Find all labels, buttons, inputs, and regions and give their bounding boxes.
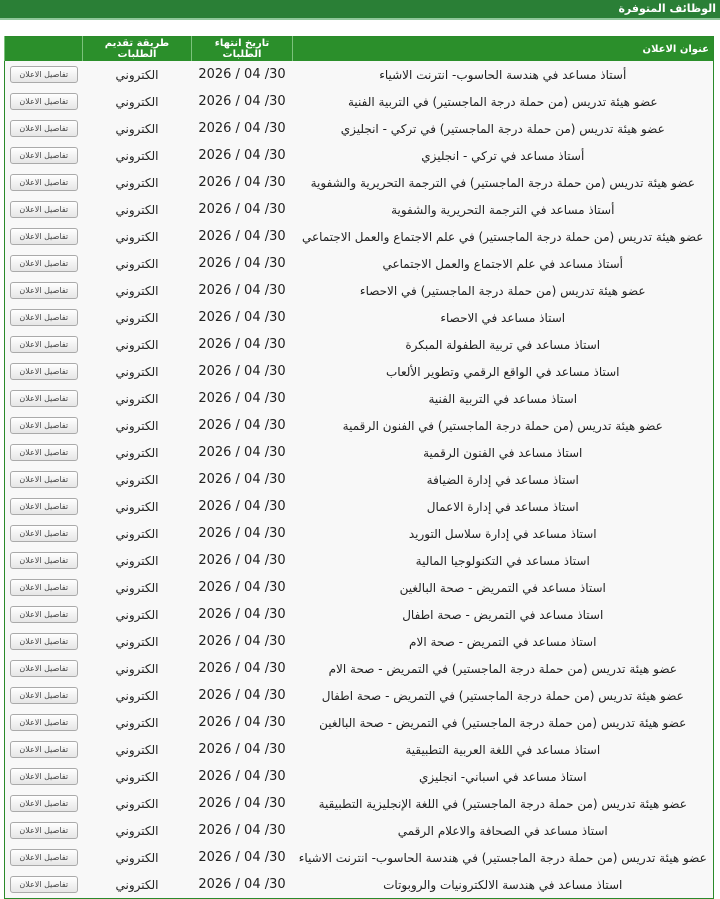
deadline: 2026 / 04 /30 [198, 256, 286, 271]
actions-cell [5, 88, 83, 115]
application-method: الكتروني [115, 553, 159, 568]
details-button[interactable]: تفاصيل الاعلان [10, 444, 78, 461]
actions-cell [5, 628, 83, 655]
application-method: الكتروني [115, 661, 159, 676]
details-button[interactable]: تفاصيل الاعلان [10, 552, 78, 569]
deadline: 2026 / 04 /30 [198, 229, 286, 244]
details-button[interactable]: تفاصيل الاعلان [10, 768, 78, 785]
job-title: استاذ مساعد في التربية الفنية [428, 391, 578, 406]
application-method: الكتروني [115, 499, 159, 514]
deadline: 2026 / 04 /30 [198, 580, 286, 595]
details-button[interactable]: تفاصيل الاعلان [10, 660, 78, 677]
table-row [5, 736, 714, 763]
details-button[interactable]: تفاصيل الاعلان [10, 66, 78, 83]
table-row [5, 250, 714, 277]
application-method: الكتروني [115, 715, 159, 730]
table-row [5, 709, 714, 736]
details-button[interactable]: تفاصيل الاعلان [10, 309, 78, 326]
column-deadline: تاريخ انتهاء الطلبات [192, 37, 293, 62]
actions-cell [5, 790, 83, 817]
actions-cell [5, 358, 83, 385]
deadline: 2026 / 04 /30 [198, 364, 286, 379]
details-button[interactable]: تفاصيل الاعلان [10, 606, 78, 623]
application-method: الكتروني [115, 121, 159, 136]
application-method: الكتروني [115, 823, 159, 838]
deadline: 2026 / 04 /30 [198, 742, 286, 757]
deadline: 2026 / 04 /30 [198, 769, 286, 784]
actions-cell [5, 331, 83, 358]
actions-cell [5, 601, 83, 628]
table-row [5, 61, 714, 88]
table-row [5, 520, 714, 547]
job-title: استاذ مساعد في الاحصاء [440, 310, 566, 325]
actions-cell [5, 196, 83, 223]
job-title: أستاذ مساعد في تركي - انجليزي [421, 148, 585, 163]
details-button[interactable]: تفاصيل الاعلان [10, 876, 78, 893]
job-title: استاذ مساعد في التكنولوجيا المالية [415, 553, 590, 568]
table-row [5, 628, 714, 655]
application-method: الكتروني [115, 634, 159, 649]
actions-cell [5, 817, 83, 844]
deadline: 2026 / 04 /30 [198, 553, 286, 568]
job-title: استاذ مساعد في اللغة العربية التطبيقية [405, 742, 601, 757]
job-title: عضو هيئة تدريس (من حملة درجة الماجستير) في التربية الفنية [347, 94, 658, 109]
table-row [5, 223, 714, 250]
deadline: 2026 / 04 /30 [198, 175, 286, 190]
actions-cell [5, 763, 83, 790]
deadline: 2026 / 04 /30 [198, 661, 286, 676]
table-row [5, 844, 714, 871]
details-button[interactable]: تفاصيل الاعلان [10, 282, 78, 299]
actions-cell [5, 547, 83, 574]
deadline: 2026 / 04 /30 [198, 472, 286, 487]
actions-cell [5, 412, 83, 439]
table-row [5, 601, 714, 628]
actions-cell [5, 439, 83, 466]
application-method: الكتروني [115, 202, 159, 217]
jobs-table [4, 36, 714, 899]
deadline: 2026 / 04 /30 [198, 796, 286, 811]
details-button[interactable]: تفاصيل الاعلان [10, 174, 78, 191]
column-actions [5, 37, 83, 62]
application-method: الكتروني [115, 148, 159, 163]
table-row [5, 466, 714, 493]
table-row [5, 574, 714, 601]
details-button[interactable]: تفاصيل الاعلان [10, 741, 78, 758]
details-button[interactable]: تفاصيل الاعلان [10, 498, 78, 515]
actions-cell [5, 385, 83, 412]
column-title: عنوان الاعلان [293, 37, 714, 62]
details-button[interactable]: تفاصيل الاعلان [10, 228, 78, 245]
details-button[interactable]: تفاصيل الاعلان [10, 363, 78, 380]
job-title: استاذ مساعد في الفنون الرقمية [423, 445, 583, 460]
job-title: عضو هيئة تدريس (من حملة درجة الماجستير) في الاحصاء [359, 283, 646, 298]
job-title: استاذ مساعد في التمريض - صحة البالغين [399, 580, 606, 595]
application-method: الكتروني [115, 607, 159, 622]
table-row [5, 790, 714, 817]
table-row [5, 682, 714, 709]
table-row [5, 196, 714, 223]
deadline: 2026 / 04 /30 [198, 67, 286, 82]
job-title: عضو هيئة تدريس (من حملة درجة الماجستير) في اللغة الإنجليزية التطبيقية [318, 796, 687, 811]
job-title: استاذ مساعد في إدارة الضيافة [426, 472, 579, 487]
actions-cell [5, 250, 83, 277]
deadline: 2026 / 04 /30 [198, 715, 286, 730]
actions-cell [5, 277, 83, 304]
actions-cell [5, 574, 83, 601]
deadline: 2026 / 04 /30 [198, 688, 286, 703]
job-title: عضو هيئة تدريس (من حملة درجة الماجستير) في التمريض - صحة الام [328, 661, 677, 676]
actions-cell [5, 493, 83, 520]
deadline: 2026 / 04 /30 [198, 418, 286, 433]
details-button[interactable]: تفاصيل الاعلان [10, 417, 78, 434]
deadline: 2026 / 04 /30 [198, 94, 286, 109]
table-row [5, 439, 714, 466]
application-method: الكتروني [115, 310, 159, 325]
details-button[interactable]: تفاصيل الاعلان [10, 93, 78, 110]
application-method: الكتروني [115, 94, 159, 109]
deadline: 2026 / 04 /30 [198, 445, 286, 460]
job-title: عضو هيئة تدريس (من حملة درجة الماجستير) في الفنون الرقمية [342, 418, 663, 433]
application-method: الكتروني [115, 337, 159, 352]
column-method: طريقة تقديم الطلبات [83, 37, 192, 62]
deadline: 2026 / 04 /30 [198, 391, 286, 406]
table-header [5, 37, 714, 62]
table-row [5, 817, 714, 844]
job-title: أستاذ مساعد في علم الاجتماع والعمل الاجتماعي [382, 256, 624, 271]
details-button[interactable]: تفاصيل الاعلان [10, 201, 78, 218]
details-button[interactable]: تفاصيل الاعلان [10, 120, 78, 137]
table-row [5, 358, 714, 385]
application-method: الكتروني [115, 472, 159, 487]
job-title: استاذ مساعد في تربية الطفولة المبكرة [405, 337, 601, 352]
actions-cell [5, 142, 83, 169]
actions-cell [5, 682, 83, 709]
application-method: الكتروني [115, 688, 159, 703]
application-method: الكتروني [115, 256, 159, 271]
job-title: استاذ مساعد في إدارة الاعمال [426, 499, 579, 514]
details-button[interactable]: تفاصيل الاعلان [10, 579, 78, 596]
actions-cell [5, 709, 83, 736]
job-title: أستاذ مساعد في هندسة الحاسوب- انترنت الاشياء [379, 67, 627, 82]
deadline: 2026 / 04 /30 [198, 607, 286, 622]
application-method: الكتروني [115, 850, 159, 865]
deadline: 2026 / 04 /30 [198, 202, 286, 217]
job-title: استاذ مساعد في اسباني- انجليزي [418, 769, 587, 784]
details-button[interactable]: تفاصيل الاعلان [10, 714, 78, 731]
job-title: عضو هيئة تدريس (من حملة درجة الماجستير) في تركي - انجليزي [340, 121, 665, 136]
deadline: 2026 / 04 /30 [198, 499, 286, 514]
actions-cell [5, 466, 83, 493]
job-title: استاذ مساعد في هندسة الالكترونيات والروبوتات [383, 877, 623, 892]
details-button[interactable]: تفاصيل الاعلان [10, 390, 78, 407]
deadline: 2026 / 04 /30 [198, 310, 286, 325]
table-row [5, 169, 714, 196]
details-button[interactable]: تفاصيل الاعلان [10, 687, 78, 704]
application-method: الكتروني [115, 580, 159, 595]
application-method: الكتروني [115, 445, 159, 460]
actions-cell [5, 115, 83, 142]
table-row [5, 547, 714, 574]
deadline: 2026 / 04 /30 [198, 877, 286, 892]
deadline: 2026 / 04 /30 [198, 850, 286, 865]
deadline: 2026 / 04 /30 [198, 283, 286, 298]
details-button[interactable]: تفاصيل الاعلان [10, 795, 78, 812]
table-row [5, 655, 714, 682]
application-method: الكتروني [115, 742, 159, 757]
details-button[interactable]: تفاصيل الاعلان [10, 633, 78, 650]
table-row [5, 304, 714, 331]
table-row [5, 115, 714, 142]
details-button[interactable]: تفاصيل الاعلان [10, 471, 78, 488]
details-button[interactable]: تفاصيل الاعلان [10, 147, 78, 164]
application-method: الكتروني [115, 391, 159, 406]
deadline: 2026 / 04 /30 [198, 337, 286, 352]
actions-cell [5, 844, 83, 871]
job-title: عضو هيئة تدريس (من حملة درجة الماجستير) في الترجمة التحريرية والشفوية [310, 175, 695, 190]
job-title: استاذ مساعد في التمريض - صحة الام [409, 634, 597, 649]
page-title: الوظائف المتوفرة [0, 0, 720, 20]
actions-cell [5, 655, 83, 682]
job-title: أستاذ مساعد في الترجمة التحريرية والشفوية [391, 202, 615, 217]
deadline: 2026 / 04 /30 [198, 148, 286, 163]
application-method: الكتروني [115, 283, 159, 298]
details-button[interactable]: تفاصيل الاعلان [10, 822, 78, 839]
actions-cell [5, 520, 83, 547]
actions-cell [5, 61, 83, 88]
application-method: الكتروني [115, 67, 159, 82]
deadline: 2026 / 04 /30 [198, 121, 286, 136]
table-row [5, 385, 714, 412]
table-row [5, 88, 714, 115]
application-method: الكتروني [115, 175, 159, 190]
application-method: الكتروني [115, 877, 159, 892]
actions-cell [5, 871, 83, 899]
actions-cell [5, 304, 83, 331]
application-method: الكتروني [115, 229, 159, 244]
details-button[interactable]: تفاصيل الاعلان [10, 849, 78, 866]
job-title: استاذ مساعد في الواقع الرقمي وتطوير الألعاب [385, 364, 620, 379]
details-button[interactable]: تفاصيل الاعلان [10, 336, 78, 353]
table-row [5, 493, 714, 520]
details-button[interactable]: تفاصيل الاعلان [10, 255, 78, 272]
application-method: الكتروني [115, 364, 159, 379]
job-title: عضو هيئة تدريس (من حملة درجة الماجستير) في هندسة الحاسوب- انترنت الاشياء [298, 850, 707, 865]
job-title: عضو هيئة تدريس (من حملة درجة الماجستير) في علم الاجتماع والعمل الاجتماعي [302, 229, 704, 244]
job-title: عضو هيئة تدريس (من حملة درجة الماجستير) في التمريض - صحة البالغين [319, 715, 687, 730]
job-title: استاذ مساعد في إدارة سلاسل التوريد [408, 526, 597, 541]
deadline: 2026 / 04 /30 [198, 634, 286, 649]
actions-cell [5, 736, 83, 763]
deadline: 2026 / 04 /30 [198, 823, 286, 838]
deadline: 2026 / 04 /30 [198, 526, 286, 541]
table-row [5, 763, 714, 790]
application-method: الكتروني [115, 796, 159, 811]
table-row [5, 412, 714, 439]
job-title: عضو هيئة تدريس (من حملة درجة الماجستير) في التمريض - صحة اطفال [321, 688, 684, 703]
table-row [5, 871, 714, 899]
job-title: استاذ مساعد في الصحافة والاعلام الرقمي [397, 823, 608, 838]
table-row [5, 277, 714, 304]
table-row [5, 331, 714, 358]
application-method: الكتروني [115, 769, 159, 784]
job-title: استاذ مساعد في التمريض - صحة اطفال [402, 607, 604, 622]
details-button[interactable]: تفاصيل الاعلان [10, 525, 78, 542]
actions-cell [5, 223, 83, 250]
table-row [5, 142, 714, 169]
actions-cell [5, 169, 83, 196]
application-method: الكتروني [115, 418, 159, 433]
application-method: الكتروني [115, 526, 159, 541]
